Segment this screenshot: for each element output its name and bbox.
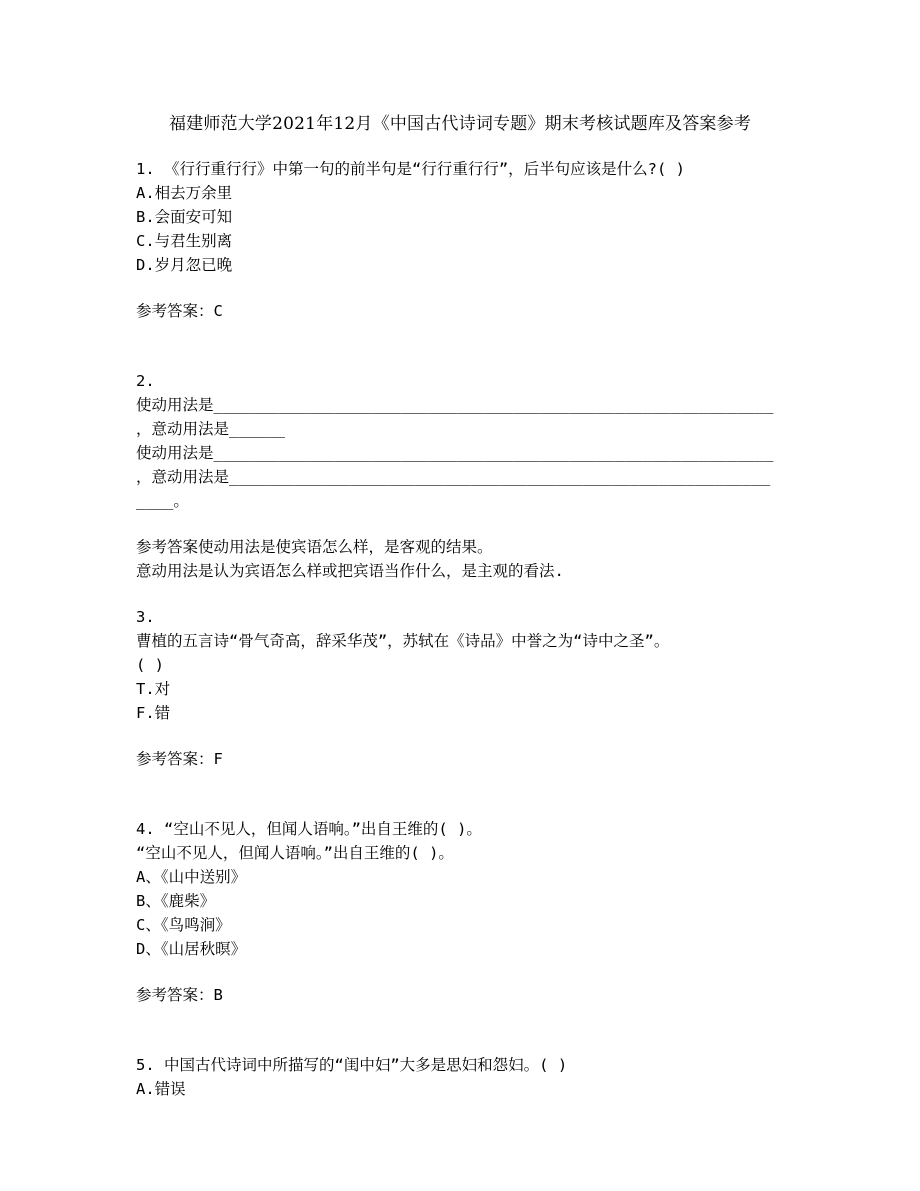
- question-stem: 曹植的五言诗“骨气奇高，辞采华茂”，苏轼在《诗品》中誉之为“诗中之圣”。: [136, 632, 670, 650]
- question-3: [136, 605, 796, 771]
- question-list: [136, 157, 796, 1101]
- question-stem: 5. 中国古代诗词中所描写的“闺中妇”大多是思妇和怨妇。( ): [136, 1056, 568, 1074]
- question-stem: 1. 《行行重行行》中第一句的前半句是“行行重行行”，后半句应该是什么?( ): [136, 160, 685, 178]
- option-f: F.错: [136, 704, 171, 722]
- fill-blank-line: ____。: [136, 492, 189, 510]
- option-b: B、《鹿柴》: [136, 892, 216, 910]
- question-number: 2.: [136, 372, 155, 390]
- question-4: [136, 817, 796, 1007]
- option-b: B.会面安可知: [136, 208, 233, 226]
- question-number: 3.: [136, 608, 155, 626]
- option-t: T.对: [136, 680, 171, 698]
- option-a: A.错误: [136, 1080, 186, 1098]
- question-stem-repeat: “空山不见人，但闻人语响。”出自王维的( )。: [136, 844, 454, 862]
- option-c: C.与君生别离: [136, 232, 233, 250]
- option-d: D.岁月忽已晚: [136, 256, 233, 274]
- answer-text: 参考答案：B: [136, 986, 223, 1004]
- answer-text: 参考答案：C: [136, 302, 223, 320]
- page-title: 福建师范大学2021年12月《中国古代诗词专题》期末考核试题库及答案参考: [168, 114, 752, 134]
- option-a: A、《山中送别》: [136, 868, 247, 886]
- fill-blank-line: ，意动用法是__________________________________________________________: [136, 468, 771, 486]
- option-d: D、《山居秋暝》: [136, 940, 247, 958]
- option-c: C、《鸟鸣涧》: [136, 916, 231, 934]
- option-a: A.相去万余里: [136, 184, 233, 202]
- answer-text: 参考答案：F: [136, 750, 223, 768]
- fill-blank-line: ，意动用法是______: [136, 420, 285, 438]
- fill-blank-line: 使动用法是____________________________________________________________: [136, 396, 774, 414]
- question-stem: 4. “空山不见人，但闻人语响。”出自王维的( )。: [136, 820, 482, 838]
- fill-blank-line: 使动用法是____________________________________________________________: [136, 444, 774, 462]
- question-1: [136, 157, 796, 323]
- question-5: [136, 1053, 796, 1101]
- question-stem: ( ): [136, 656, 164, 674]
- answer-text: 参考答案使动用法是使宾语怎么样，是客观的结果。: [136, 538, 493, 556]
- question-2: [136, 369, 796, 583]
- answer-text: 意动用法是认为宾语怎么样或把宾语当作什么，是主观的看法.: [136, 562, 564, 580]
